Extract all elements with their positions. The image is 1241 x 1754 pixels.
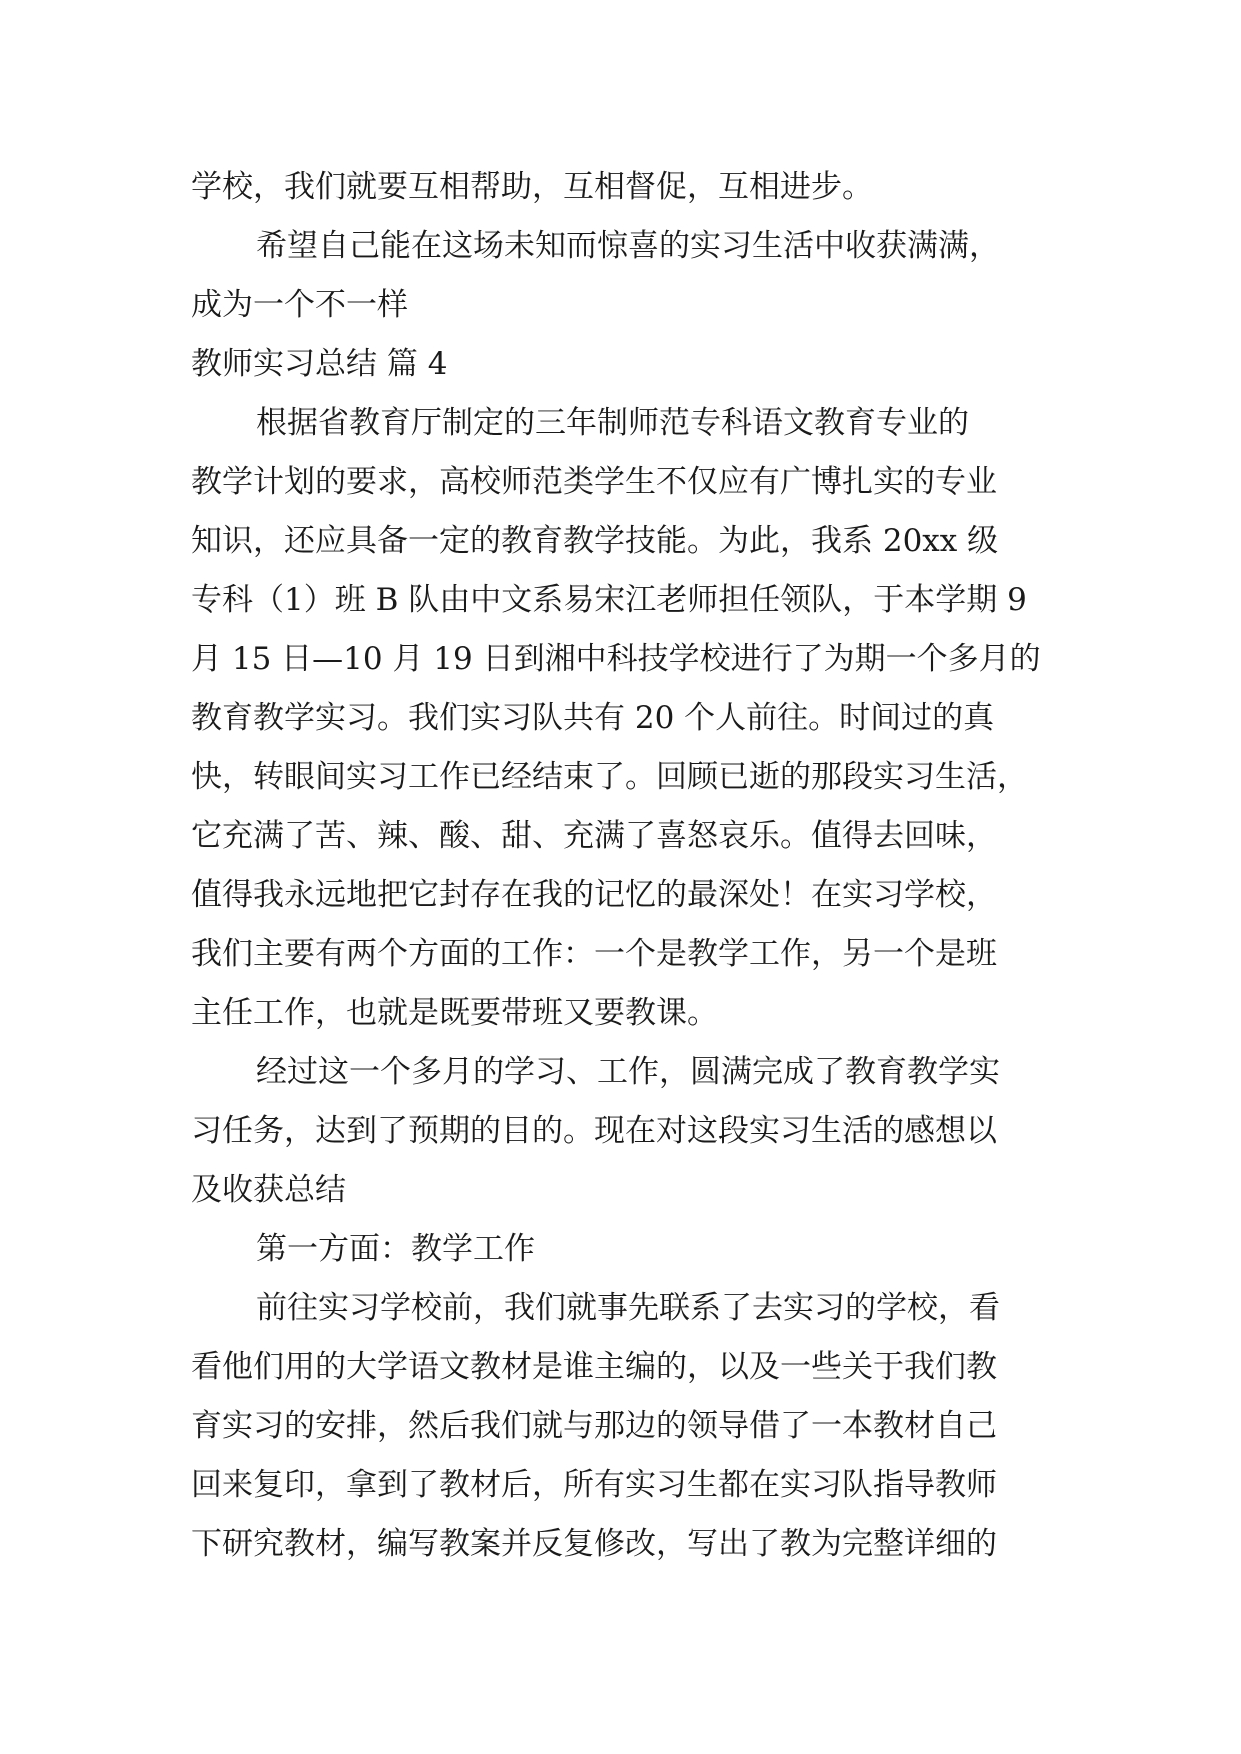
text-line: 育实习的安排，然后我们就与那边的领导借了一本教材自己	[191, 1408, 997, 1444]
text-line: 希望自己能在这场未知而惊喜的实习生活中收获满满，	[256, 228, 1000, 264]
text-line: 下研究教材，编写教案并反复修改，写出了教为完整详细的	[191, 1526, 997, 1562]
text-line: 回来复印，拿到了教材后，所有实习生都在实习队指导教师	[191, 1467, 997, 1503]
text-line: 前往实习学校前，我们就事先联系了去实习的学校，看	[256, 1290, 1000, 1326]
text-line: 看他们用的大学语文教材是谁主编的，以及一些关于我们教	[191, 1349, 997, 1385]
document-body	[191, 158, 1071, 1574]
text-line: 第一方面：教学工作	[256, 1231, 535, 1267]
text-line: 经过这一个多月的学习、工作，圆满完成了教育教学实	[256, 1054, 1000, 1090]
text-line: 它充满了苦、辣、酸、甜、充满了喜怒哀乐。值得去回味，	[191, 818, 997, 854]
text-line: 学校，我们就要互相帮助，互相督促，互相进步。	[191, 169, 873, 205]
text-line: 知识，还应具备一定的教育教学技能。为此，我系 20xx 级	[191, 523, 999, 559]
text-line: 我们主要有两个方面的工作：一个是教学工作，另一个是班	[191, 936, 997, 972]
text-line: 值得我永远地把它封存在我的记忆的最深处！在实习学校，	[191, 877, 997, 913]
text-line: 根据省教育厅制定的三年制师范专科语文教育专业的	[256, 405, 969, 441]
text-line: 主任工作，也就是既要带班又要教课。	[191, 995, 718, 1031]
text-line: 月 15 日—10 月 19 日到湘中科技学校进行了为期一个多月的	[191, 641, 1041, 677]
text-line: 教师实习总结 篇 4	[191, 346, 448, 382]
text-line: 专科（1）班 B 队由中文系易宋江老师担任领队，于本学期 9	[191, 582, 1027, 618]
text-line: 习任务，达到了预期的目的。现在对这段实习生活的感想以	[191, 1113, 997, 1149]
text-line: 成为一个不一样	[191, 287, 408, 323]
text-line: 及收获总结	[191, 1172, 346, 1208]
text-line: 教学计划的要求，高校师范类学生不仅应有广博扎实的专业	[191, 464, 997, 500]
text-line: 快，转眼间实习工作已经结束了。回顾已逝的那段实习生活，	[191, 759, 1028, 795]
text-line: 教育教学实习。我们实习队共有 20 个人前往。时间过的真	[191, 700, 995, 736]
